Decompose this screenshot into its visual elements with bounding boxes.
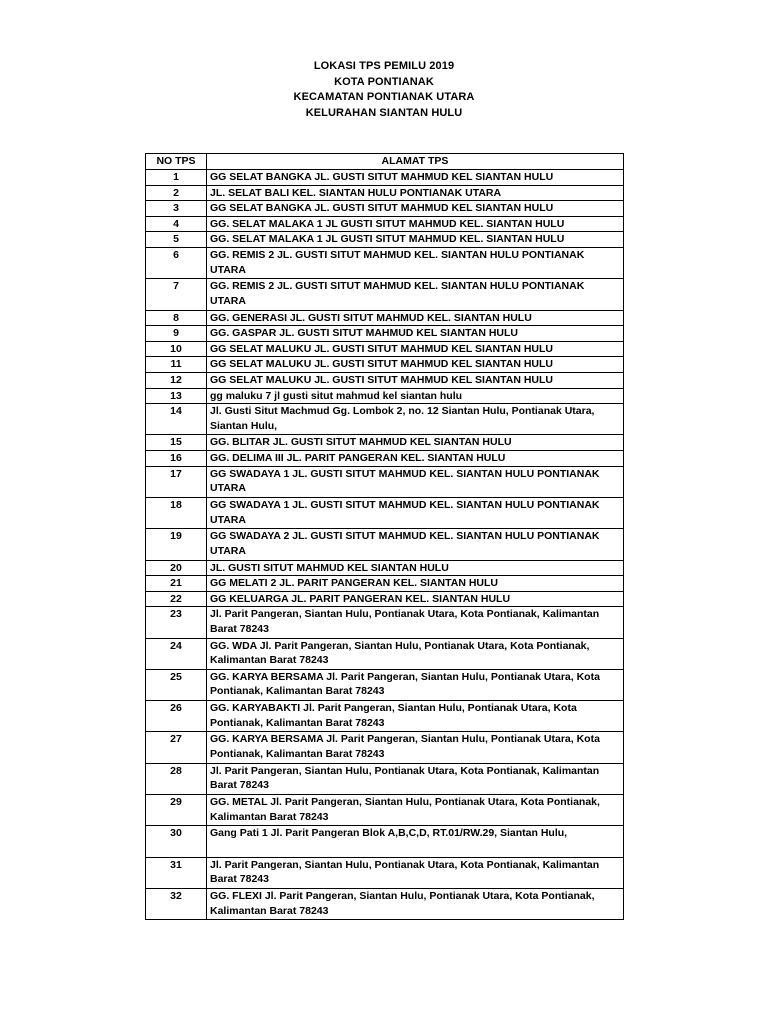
table-row <box>146 326 624 342</box>
tps-number-cell: 19 <box>146 529 207 560</box>
title-line-4: KELURAHAN SIANTAN HULU <box>305 106 463 119</box>
tps-number-cell: 11 <box>146 357 207 373</box>
tps-address-cell: GG KELUARGA JL. PARIT PANGERAN KEL. SIANTAN HULU <box>207 591 624 607</box>
tps-number-cell: 20 <box>146 560 207 576</box>
tps-location-table <box>145 153 624 920</box>
document-header <box>0 59 768 121</box>
table-row <box>146 357 624 373</box>
tps-address-cell: JL. GUSTI SITUT MAHMUD KEL SIANTAN HULU <box>207 560 624 576</box>
tps-address-cell: GG. REMIS 2 JL. GUSTI SITUT MAHMUD KEL. SIANTAN HULU PONTIANAK UTARA <box>207 279 624 310</box>
title-line-1: LOKASI TPS PEMILU 2019 <box>313 60 455 72</box>
tps-number-cell: 15 <box>146 435 207 451</box>
table-row <box>146 388 624 404</box>
table-row <box>146 576 624 592</box>
tps-address-cell: GG SELAT BANGKA JL. GUSTI SITUT MAHMUD KEL SIANTAN HULU <box>207 201 624 217</box>
tps-address-cell: GG SELAT MALUKU JL. GUSTI SITUT MAHMUD KEL SIANTAN HULU <box>207 341 624 357</box>
tps-number-cell: 6 <box>146 247 207 278</box>
tps-address-cell: GG. KARYABAKTI Jl. Parit Pangeran, Siantan Hulu, Pontianak Utara, Kota Pontianak, Kalimantan Barat 78243 <box>207 701 624 732</box>
table-row <box>146 435 624 451</box>
tps-address-cell: GG MELATI 2 JL. PARIT PANGERAN KEL. SIANTAN HULU <box>207 576 624 592</box>
tps-address-cell: GG. FLEXI Jl. Parit Pangeran, Siantan Hulu, Pontianak Utara, Kota Pontianak, Kalimantan Barat 78243 <box>207 888 624 919</box>
table-row <box>146 497 624 528</box>
tps-number-cell: 7 <box>146 279 207 310</box>
tps-address-cell: JL. SELAT BALI KEL. SIANTAN HULU PONTIANAK UTARA <box>207 185 624 201</box>
tps-number-cell: 4 <box>146 216 207 232</box>
tps-address-cell: GG SELAT BANGKA JL. GUSTI SITUT MAHMUD KEL SIANTAN HULU <box>207 170 624 186</box>
tps-address-cell: GG. GASPAR JL. GUSTI SITUT MAHMUD KEL SIANTAN HULU <box>207 326 624 342</box>
tps-address-cell: GG. METAL Jl. Parit Pangeran, Siantan Hulu, Pontianak Utara, Kota Pontianak, Kalimantan Barat 78243 <box>207 795 624 826</box>
tps-address-cell: GG. DELIMA III JL. PARIT PANGERAN KEL. SIANTAN HULU <box>207 451 624 467</box>
tps-address-cell: Jl. Parit Pangeran, Siantan Hulu, Pontianak Utara, Kota Pontianak, Kalimantan Barat 78243 <box>207 763 624 794</box>
column-header-no-tps: NO TPS <box>146 154 207 170</box>
tps-number-cell: 14 <box>146 404 207 435</box>
tps-address-cell: Jl. Gusti Situt Machmud Gg. Lombok 2, no. 12 Siantan Hulu, Pontianak Utara, Siantan Hulu, <box>207 404 624 435</box>
table-body <box>146 170 624 920</box>
tps-number-cell: 32 <box>146 888 207 919</box>
tps-number-cell: 22 <box>146 591 207 607</box>
table-row <box>146 826 624 857</box>
tps-number-cell: 23 <box>146 607 207 638</box>
tps-address-cell: GG SELAT MALUKU JL. GUSTI SITUT MAHMUD KEL SIANTAN HULU <box>207 357 624 373</box>
table-row <box>146 529 624 560</box>
table-row <box>146 451 624 467</box>
tps-address-cell: GG. KARYA BERSAMA Jl. Parit Pangeran, Siantan Hulu, Pontianak Utara, Kota Pontianak, Kalimantan Barat 78243 <box>207 669 624 700</box>
tps-number-cell: 1 <box>146 170 207 186</box>
table-row <box>146 185 624 201</box>
table-row <box>146 795 624 826</box>
tps-number-cell: 29 <box>146 795 207 826</box>
tps-number-cell: 3 <box>146 201 207 217</box>
table-row <box>146 232 624 248</box>
tps-number-cell: 31 <box>146 857 207 888</box>
tps-number-cell: 24 <box>146 638 207 669</box>
tps-number-cell: 26 <box>146 701 207 732</box>
table-row <box>146 247 624 278</box>
tps-address-cell: GG. WDA Jl. Parit Pangeran, Siantan Hulu, Pontianak Utara, Kota Pontianak, Kalimantan Barat 78243 <box>207 638 624 669</box>
tps-address-cell: Gang Pati 1 Jl. Parit Pangeran Blok A,B,C,D, RT.01/RW.29, Siantan Hulu, <box>207 826 624 857</box>
tps-number-cell: 16 <box>146 451 207 467</box>
table-row <box>146 669 624 700</box>
table-header <box>146 154 624 170</box>
column-header-alamat-tps: ALAMAT TPS <box>207 154 624 170</box>
tps-number-cell: 8 <box>146 310 207 326</box>
table-row <box>146 310 624 326</box>
tps-number-cell: 2 <box>146 185 207 201</box>
table-row <box>146 170 624 186</box>
tps-number-cell: 5 <box>146 232 207 248</box>
table-row <box>146 888 624 919</box>
tps-number-cell: 30 <box>146 826 207 857</box>
tps-address-cell: GG. SELAT MALAKA 1 JL GUSTI SITUT MAHMUD KEL. SIANTAN HULU <box>207 216 624 232</box>
tps-number-cell: 27 <box>146 732 207 763</box>
table-row <box>146 279 624 310</box>
table-row <box>146 560 624 576</box>
tps-address-cell: Jl. Parit Pangeran, Siantan Hulu, Pontianak Utara, Kota Pontianak, Kalimantan Barat 78243 <box>207 857 624 888</box>
tps-address-cell: GG SWADAYA 1 JL. GUSTI SITUT MAHMUD KEL. SIANTAN HULU PONTIANAK UTARA <box>207 497 624 528</box>
tps-number-cell: 17 <box>146 466 207 497</box>
tps-number-cell: 9 <box>146 326 207 342</box>
tps-number-cell: 25 <box>146 669 207 700</box>
table-row <box>146 404 624 435</box>
title-line-2: KOTA PONTIANAK <box>334 75 434 88</box>
tps-number-cell: 28 <box>146 763 207 794</box>
table-row <box>146 732 624 763</box>
table-row <box>146 372 624 388</box>
tps-address-cell: GG SWADAYA 2 JL. GUSTI SITUT MAHMUD KEL. SIANTAN HULU PONTIANAK UTARA <box>207 529 624 560</box>
tps-address-cell: GG. KARYA BERSAMA Jl. Parit Pangeran, Siantan Hulu, Pontianak Utara, Kota Pontianak, Kalimantan Barat 78243 <box>207 732 624 763</box>
table-row <box>146 607 624 638</box>
table-row <box>146 638 624 669</box>
tps-number-cell: 21 <box>146 576 207 592</box>
tps-address-cell: GG SELAT MALUKU JL. GUSTI SITUT MAHMUD KEL SIANTAN HULU <box>207 372 624 388</box>
table-row <box>146 591 624 607</box>
tps-address-cell: GG. SELAT MALAKA 1 JL GUSTI SITUT MAHMUD KEL. SIANTAN HULU <box>207 232 624 248</box>
header-row <box>146 154 624 170</box>
table-row <box>146 216 624 232</box>
table-row <box>146 763 624 794</box>
tps-number-cell: 10 <box>146 341 207 357</box>
tps-number-cell: 12 <box>146 372 207 388</box>
title-line-3: KECAMATAN PONTIANAK UTARA <box>293 91 475 104</box>
table-row <box>146 701 624 732</box>
table-row <box>146 201 624 217</box>
tps-address-cell: gg maluku 7 jl gusti situt mahmud kel siantan hulu <box>207 388 624 404</box>
tps-address-cell: GG. BLITAR JL. GUSTI SITUT MAHMUD KEL SIANTAN HULU <box>207 435 624 451</box>
tps-address-cell: Jl. Parit Pangeran, Siantan Hulu, Pontianak Utara, Kota Pontianak, Kalimantan Barat 78243 <box>207 607 624 638</box>
tps-number-cell: 13 <box>146 388 207 404</box>
tps-address-cell: GG SWADAYA 1 JL. GUSTI SITUT MAHMUD KEL. SIANTAN HULU PONTIANAK UTARA <box>207 466 624 497</box>
tps-address-cell: GG. REMIS 2 JL. GUSTI SITUT MAHMUD KEL. SIANTAN HULU PONTIANAK UTARA <box>207 247 624 278</box>
tps-address-cell: GG. GENERASI JL. GUSTI SITUT MAHMUD KEL. SIANTAN HULU <box>207 310 624 326</box>
table-row <box>146 466 624 497</box>
table-row <box>146 341 624 357</box>
table-row <box>146 857 624 888</box>
tps-number-cell: 18 <box>146 497 207 528</box>
